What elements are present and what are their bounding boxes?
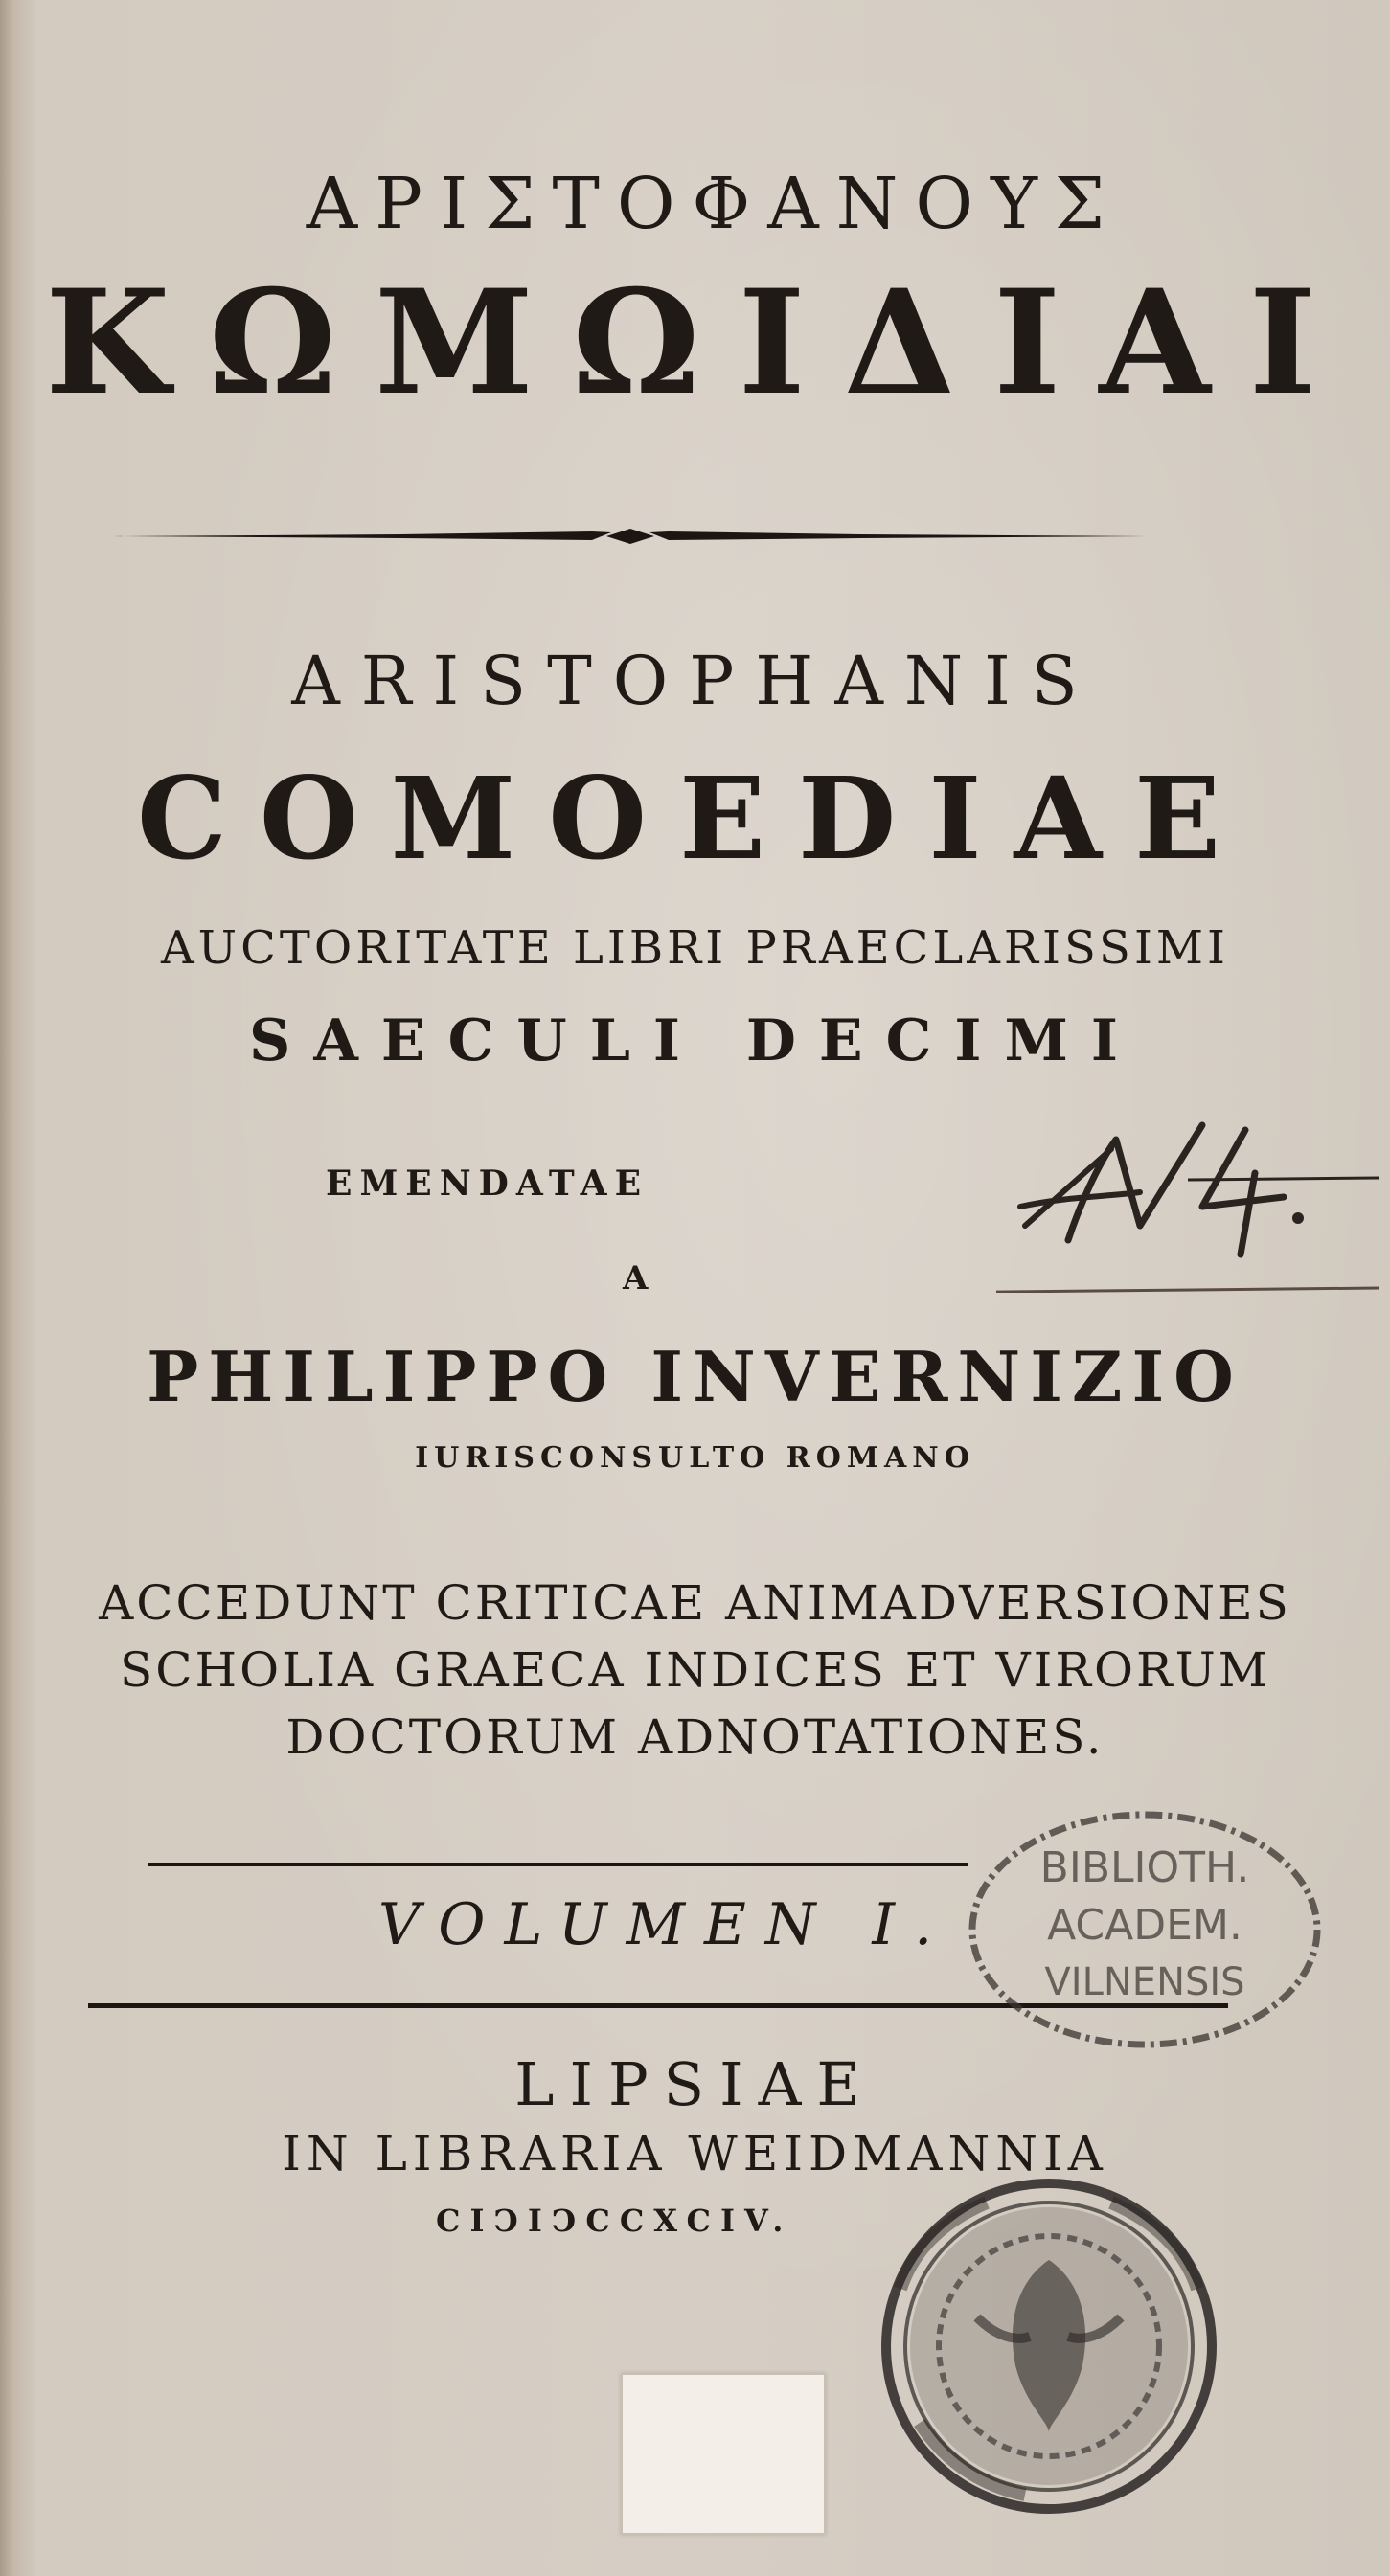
svg-text:ACADEM.: ACADEM. [1047,1901,1242,1950]
imprint-publisher: IN LIBRARIA WEIDMANNIA [282,2126,1108,2181]
greek-author: ΑΡΙΣΤΟΦΑΝΟΥΣ [306,163,1123,245]
rule-above-volume [148,1863,968,1866]
svg-text:BIBLIOTH.: BIBLIOTH. [1039,1843,1250,1892]
contents-line-1: ACCEDUNT CRITICAE ANIMADVERSIONES [99,1575,1291,1631]
editor-role: IURISCONSULTO ROMANO [415,1441,975,1475]
editor-name: PHILIPPO INVERNIZIO [147,1336,1243,1417]
emendatae-text: EMENDATAE [326,1164,649,1204]
imprint-year: CIↃIↃCCXCIV. [436,2203,793,2239]
ornamental-rule [113,525,1148,548]
imprint-city: LIPSIAE [514,2049,876,2119]
preposition-a: A [623,1259,649,1298]
handwritten-shelfmark [996,1101,1389,1293]
volume-number: VOLUMEN I. [378,1891,952,1958]
subtitle-line-2: SAECULI DECIMI [249,1007,1141,1074]
svg-text:VILNENSIS: VILNENSIS [1044,1960,1245,2004]
contents-line-2: SCHOLIA GRAECA INDICES ET VIRORUM [120,1642,1270,1698]
round-library-stamp [862,2174,1236,2519]
greek-title: ΚΩΜΩΙΔΙΑΙ [45,259,1355,427]
subtitle-line-1: AUCTORITATE LIBRI PRAECLARISSIMI [160,921,1230,975]
latin-title: COMOEDIAE [136,752,1254,885]
library-stamp-oval [948,1776,1332,2064]
latin-author: ARISTOPHANIS [291,642,1099,720]
contents-line-3: DOCTORUM ADNOTATIONES. [285,1709,1105,1765]
paper-label [621,2373,826,2535]
